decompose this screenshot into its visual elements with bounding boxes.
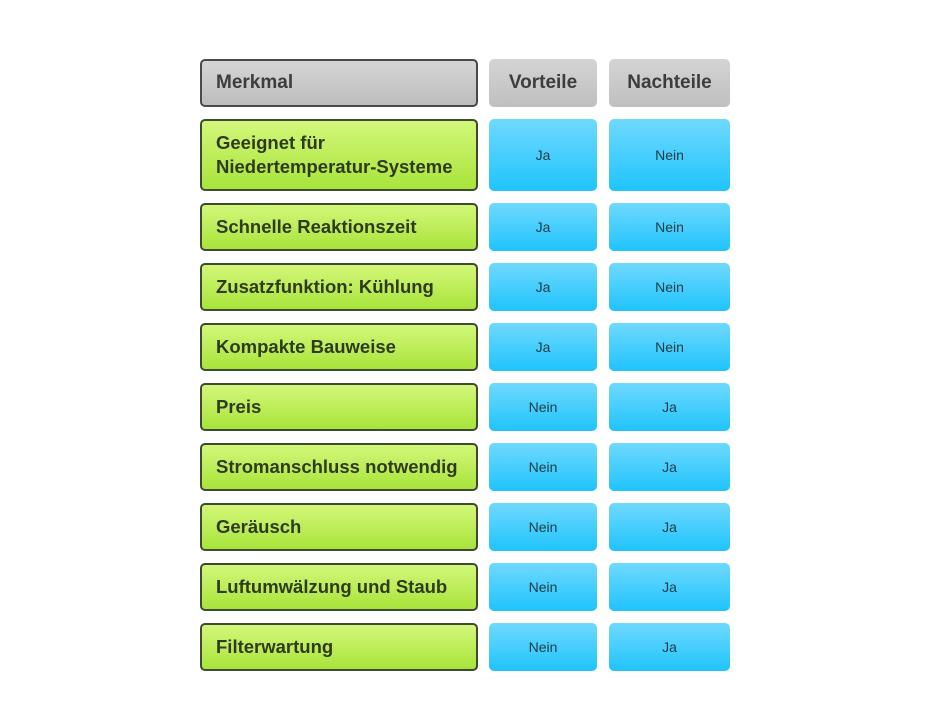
pros-cell: Ja [489, 119, 597, 191]
table-row [200, 119, 730, 191]
pros-cell: Ja [489, 203, 597, 251]
header-row [200, 59, 730, 107]
cons-cell: Nein [609, 203, 730, 251]
feature-cell: Zusatzfunktion: Kühlung [200, 263, 478, 311]
table-row [200, 443, 730, 491]
feature-cell: Preis [200, 383, 478, 431]
cons-cell: Ja [609, 443, 730, 491]
cons-cell: Ja [609, 503, 730, 551]
table-row [200, 623, 730, 671]
pros-cell: Nein [489, 383, 597, 431]
cons-cell: Nein [609, 119, 730, 191]
pros-cell: Ja [489, 263, 597, 311]
table-row [200, 263, 730, 311]
table-row [200, 563, 730, 611]
pros-cell: Nein [489, 443, 597, 491]
cons-cell: Nein [609, 263, 730, 311]
table-row [200, 203, 730, 251]
cons-cell: Ja [609, 563, 730, 611]
feature-cell: Stromanschluss notwendig [200, 443, 478, 491]
feature-cell: Filterwartung [200, 623, 478, 671]
feature-cell: Luftumwälzung und Staub [200, 563, 478, 611]
table-row [200, 383, 730, 431]
pros-cell: Nein [489, 563, 597, 611]
feature-cell: Kompakte Bauweise [200, 323, 478, 371]
pros-cell: Ja [489, 323, 597, 371]
cons-cell: Ja [609, 383, 730, 431]
comparison-table [200, 59, 730, 683]
header-pros: Vorteile [489, 59, 597, 107]
cons-cell: Ja [609, 623, 730, 671]
pros-cell: Nein [489, 503, 597, 551]
header-feature: Merkmal [200, 59, 478, 107]
table-row [200, 323, 730, 371]
feature-cell: Geeignet für Niedertemperatur-Systeme [200, 119, 478, 191]
cons-cell: Nein [609, 323, 730, 371]
pros-cell: Nein [489, 623, 597, 671]
feature-cell: Schnelle Reaktionszeit [200, 203, 478, 251]
header-cons: Nachteile [609, 59, 730, 107]
feature-cell: Geräusch [200, 503, 478, 551]
table-row [200, 503, 730, 551]
